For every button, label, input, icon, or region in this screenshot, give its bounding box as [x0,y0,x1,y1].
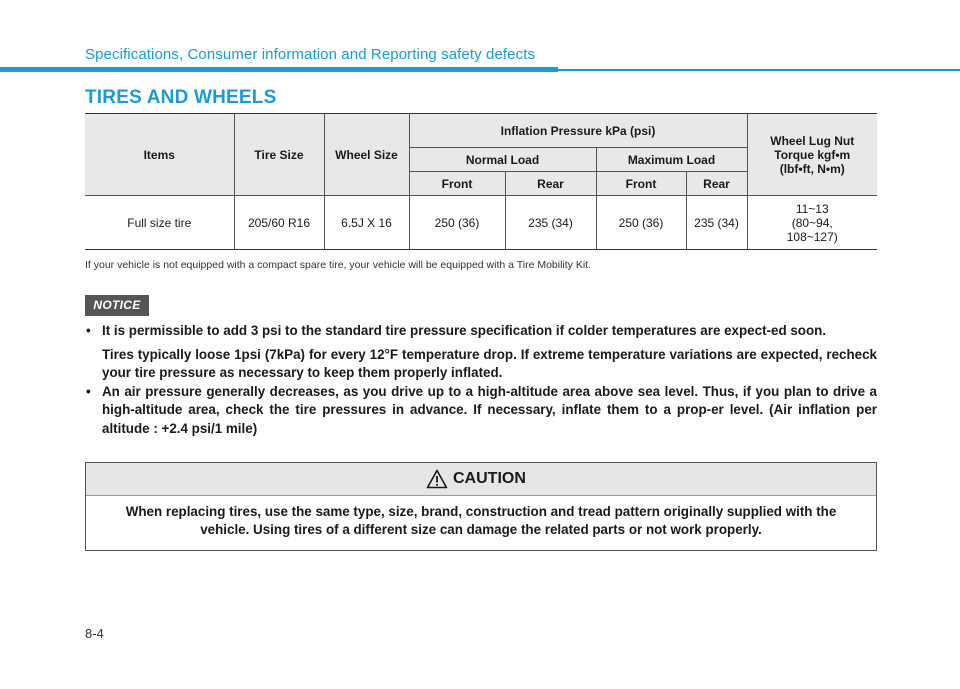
notice-badge-label: NOTICE [93,298,141,312]
lug-nut-line3: (lbf•ft, N•m) [779,161,845,176]
header-inflation-pressure: Inflation Pressure kPa (psi) [409,114,747,148]
header-maximum-load: Maximum Load [596,148,747,172]
header-normal-front: Front [409,172,505,196]
header-wheel-size: Wheel Size [324,114,409,196]
torque-line1: 11~13 [795,201,829,216]
torque-line3: 108~127) [786,229,838,244]
caution-box [85,462,877,551]
notice-list [85,322,877,438]
caution-text: When replacing tires, use the same type, size, brand, construction and tread pattern originally supplied with the vehicle. Using tires of a different size can damage the related parts or not work properly. [125,504,837,537]
header-items: Items [85,114,234,196]
cell-max-rear: 235 (34) [686,196,747,250]
table-row [85,196,877,250]
cell-wheel-size: 6.5J X 16 [324,196,409,250]
notice-item [85,322,877,383]
warning-triangle-icon [426,469,448,489]
lug-nut-line1: Wheel Lug Nut [770,133,855,148]
cell-normal-front: 250 (36) [409,196,505,250]
notice-item [85,383,877,439]
header-rule-thin [558,69,960,71]
bullet-icon: • [86,323,91,338]
section-header: Specifications, Consumer information and Reporting safety defects [85,46,536,63]
cell-normal-rear: 235 (34) [505,196,596,250]
footnote: If your vehicle is not equipped with a compact spare tire, your vehicle will be equipped with a Tire Mobility Kit. [85,259,591,271]
cell-max-front: 250 (36) [596,196,686,250]
header-normal-rear: Rear [505,172,596,196]
cell-tire-size: 205/60 R16 [234,196,324,250]
header-rule [0,67,558,72]
header-lug-nut-torque [747,114,877,196]
cell-item: Full size tire [85,196,234,250]
header-max-front: Front [596,172,686,196]
cell-lug-torque [747,196,877,250]
torque-line2: (80~94, [791,215,833,230]
notice-item-text: An air pressure generally decreases, as you drive up to a high-altitude area above sea level. Thus, if you plan to drive a high-altitude area, check the tire pressures in advance. If necessary, inflate them to a prop-er level. (Air inflation per altitude : +2.4 psi/1 mile) [102,383,877,436]
page-title: TIRES AND WHEELS [85,87,277,108]
lug-nut-line2: Torque kgf•m [774,147,851,162]
header-normal-load: Normal Load [409,148,596,172]
page-number: 8-4 [85,626,104,641]
notice-item-continuation: Tires typically loose 1psi (7kPa) for every 12°F temperature drop. If extreme temperature variations are expected, recheck your tire pressure as necessary to keep them properly inflated. [102,346,877,380]
bullet-icon: • [86,383,91,399]
tire-spec-table [85,113,877,250]
notice-item-text: It is permissible to add 3 psi to the standard tire pressure specification if colder temperatures are expect-ed soon. [102,323,827,338]
caution-header [86,463,876,496]
header-max-rear: Rear [686,172,747,196]
notice-badge [85,295,149,316]
header-tire-size: Tire Size [234,114,324,196]
caution-label: CAUTION [453,470,526,487]
